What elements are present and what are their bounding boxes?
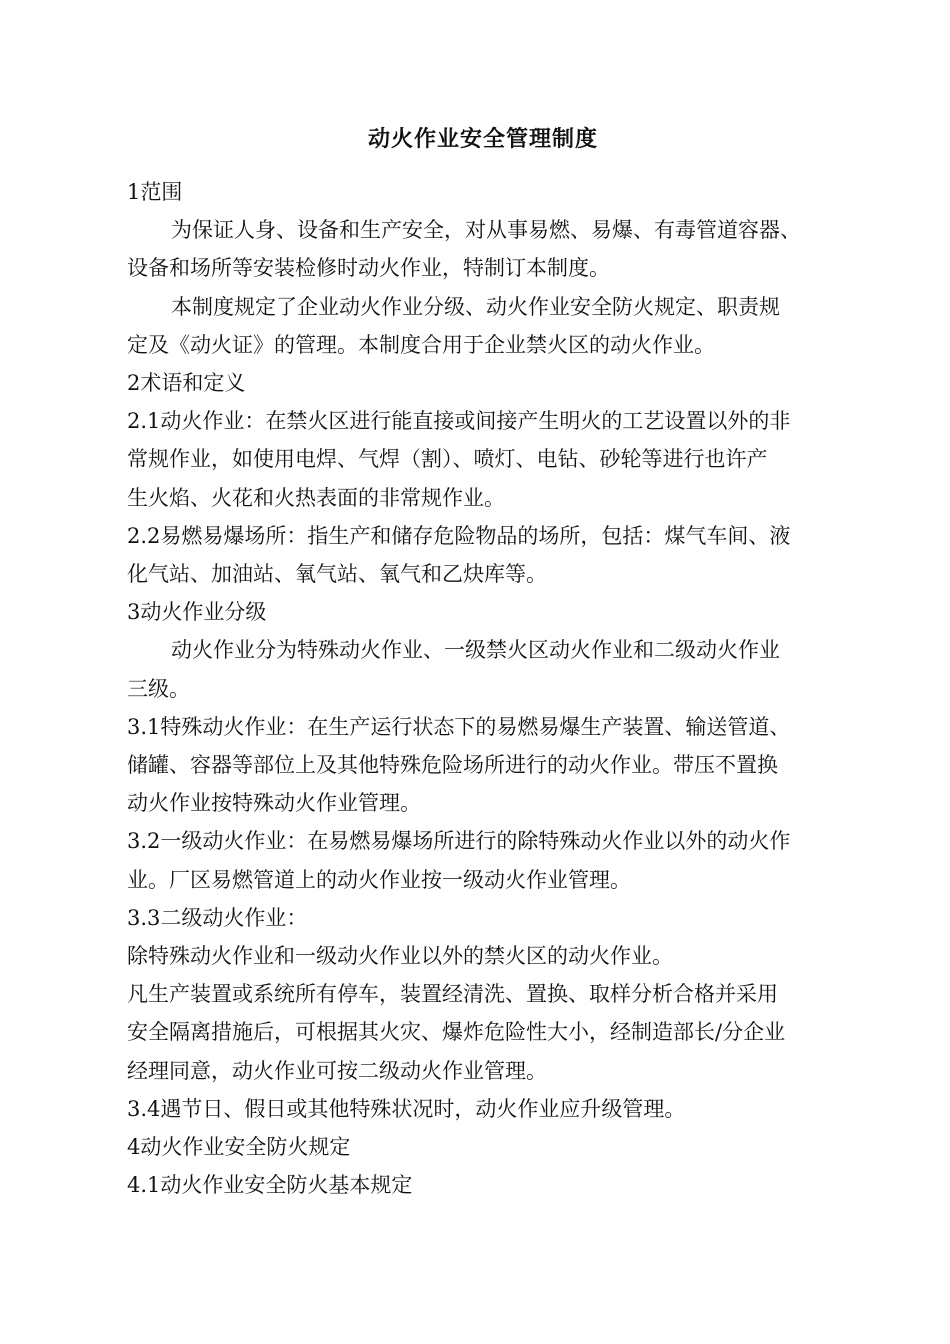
document-page xyxy=(127,118,839,1204)
text-line: 定及《动火证》的管理。本制度合用于企业禁火区的动火作业。 xyxy=(127,332,715,357)
text-line: 3.3二级动火作业： xyxy=(127,905,308,930)
text-line: 4动火作业安全防火规定 xyxy=(127,1135,351,1160)
text-line: 4.1动火作业安全防火基本规定 xyxy=(127,1173,413,1198)
document-body xyxy=(127,173,839,1204)
text-line: 2.1动火作业：在禁火区进行能直接或间接产生明火的工艺设置以外的非 xyxy=(127,409,791,434)
text-line: 3动火作业分级 xyxy=(127,600,267,625)
text-line: 经理同意，动火作业可按二级动火作业管理。 xyxy=(127,1058,547,1083)
text-line: 1范围 xyxy=(127,180,183,204)
text-line: 业。厂区易燃管道上的动火作业按一级动火作业管理。 xyxy=(127,867,631,892)
text-line: 生火焰、火花和火热表面的非常规作业。 xyxy=(127,485,505,510)
document-title: 动火作业安全管理制度 xyxy=(367,127,598,152)
text-line: 设备和场所等安装检修时动火作业，特制订本制度。 xyxy=(127,256,610,281)
text-line: 安全隔离措施后，可根据其火灾、爆炸危险性大小，经制造部长/分企业 xyxy=(127,1020,786,1045)
text-line: 常规作业，如使用电焊、气焊（割）、喷灯、电钻、砂轮等进行也许产 xyxy=(127,447,768,472)
text-line: 2术语和定义 xyxy=(127,371,246,396)
text-line: 凡生产装置或系统所有停车，装置经清洗、置换、取样分析合格并采用 xyxy=(127,982,778,1007)
text-line: 2.2易燃易爆场所：指生产和储存危险物品的场所，包括：煤气车间、液 xyxy=(127,523,791,548)
text-line: 3.1特殊动火作业：在生产运行状态下的易燃易爆生产装置、输送管道、 xyxy=(127,714,791,739)
text-line: 储罐、容器等部位上及其他特殊危险场所进行的动火作业。带压不置换 xyxy=(127,753,778,778)
text-line: 3.4遇节日、假日或其他特殊状况时，动火作业应升级管理。 xyxy=(127,1096,686,1121)
text-line: 三级。 xyxy=(127,676,190,701)
text-line: 为保证人身、设备和生产安全，对从事易燃、易爆、有毒管道容器、 xyxy=(171,218,801,243)
text-line: 本制度规定了企业动火作业分级、动火作业安全防火规定、职责规 xyxy=(171,294,780,319)
text-line: 动火作业分为特殊动火作业、一级禁火区动火作业和二级动火作业 xyxy=(171,638,780,663)
text-line: 动火作业按特殊动火作业管理。 xyxy=(127,791,421,816)
text-line: 除特殊动火作业和一级动火作业以外的禁火区的动火作业。 xyxy=(127,944,673,969)
text-line: 化气站、加油站、氧气站、氧气和乙炔库等。 xyxy=(127,562,547,587)
text-line: 3.2一级动火作业：在易燃易爆场所进行的除特殊动火作业以外的动火作 xyxy=(127,829,791,854)
